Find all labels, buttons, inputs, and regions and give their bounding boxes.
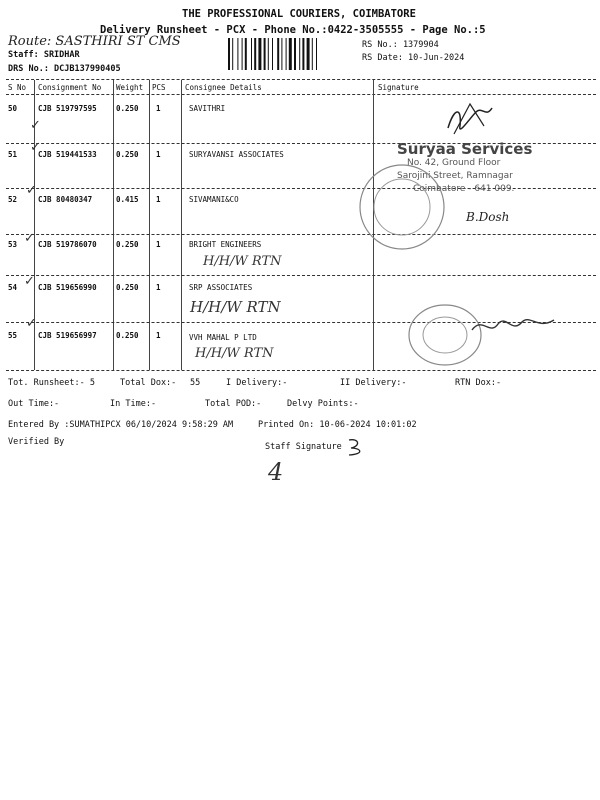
signature-mark <box>468 310 558 340</box>
table-header-rule <box>6 94 596 95</box>
row-consignment: CJB 519786070 <box>38 240 97 249</box>
printed-on: Printed On: 10-06-2024 10:01:02 <box>258 420 417 430</box>
stamp-signature: B.Dosh <box>466 210 510 224</box>
col-header-consignment: Consignment No <box>38 83 102 92</box>
total-dox-value: 55 <box>190 378 201 388</box>
row-weight: 0.250 <box>116 283 139 292</box>
row-pcs: 1 <box>156 240 161 249</box>
route-label: Route: SASTHIRI ST CMS <box>8 34 181 49</box>
stamp-name: Suryaa Services <box>397 140 533 158</box>
round-seal <box>355 160 450 255</box>
in-time: In Time:- <box>110 399 157 409</box>
stamp-line-2: Sarojini Street, Ramnagar <box>397 171 513 181</box>
row-pcs: 1 <box>156 150 161 159</box>
ii-delivery: II Delivery:- <box>340 378 407 388</box>
stamp-line-3: Coimbatore - 641 009. <box>413 184 515 194</box>
rs-number: RS No.: 1379904 <box>362 40 439 50</box>
row-rule <box>6 234 596 235</box>
runsheet-subtitle: Delivery Runsheet - PCX - Phone No.:0422-3505555 - Page No.:5 <box>100 24 486 36</box>
row-sno: 52 <box>8 195 18 204</box>
handwritten-page-number: 4 <box>268 458 284 486</box>
row-weight: 0.250 <box>116 150 139 159</box>
row-weight: 0.415 <box>116 195 139 204</box>
entered-by: Entered By :SUMATHIPCX 06/10/2024 9:58:29 AM <box>8 420 234 430</box>
row-consignee: BRIGHT ENGINEERS <box>189 240 262 249</box>
row-handwritten-note: H/H/W RTN <box>203 254 282 269</box>
rtn-dox: RTN Dox:- <box>455 378 502 388</box>
verified-by: Verified By <box>8 437 65 447</box>
rs-date: RS Date: 10-Jun-2024 <box>362 53 465 63</box>
drs-number: DRS No.: DCJB137990405 <box>8 64 121 74</box>
col-divider <box>181 80 182 370</box>
signature-mark <box>345 436 370 458</box>
total-runsheet: Tot. Runsheet:- 5 <box>8 378 95 388</box>
out-time: Out Time:- <box>8 399 60 409</box>
row-consignment: CJB 519656997 <box>38 331 97 340</box>
row-weight: 0.250 <box>116 331 139 340</box>
delvy-points: Delvy Points:- <box>287 399 359 409</box>
total-pod: Total POD:- <box>205 399 262 409</box>
i-delivery: I Delivery:- <box>226 378 288 388</box>
row-pcs: 1 <box>156 195 161 204</box>
checkmark-icon: ✓ <box>26 183 37 198</box>
col-header-sno: S No <box>8 83 27 92</box>
company-title: THE PROFESSIONAL COURIERS, COIMBATORE <box>182 8 416 20</box>
row-sno: 53 <box>8 240 18 249</box>
row-handwritten-note: H/H/W RTN <box>190 298 281 316</box>
row-handwritten-note: H/H/W RTN <box>195 346 274 361</box>
row-pcs: 1 <box>156 104 161 113</box>
col-divider <box>113 80 114 370</box>
row-pcs: 1 <box>156 331 161 340</box>
row-consignment: CJB 519656990 <box>38 283 97 292</box>
row-consignment: CJB 519797595 <box>38 104 97 113</box>
row-consignment: CJB 519441533 <box>38 150 97 159</box>
row-consignment: CJB 80480347 <box>38 195 93 204</box>
signature-mark <box>440 98 510 143</box>
row-sno: 54 <box>8 283 18 292</box>
col-divider <box>149 80 150 370</box>
col-header-consignee: Consignee Details <box>185 83 262 92</box>
checkmark-icon: ✓ <box>24 274 35 289</box>
row-consignee: SRP ASSOCIATES <box>189 283 253 292</box>
row-consignee: SAVITHRI <box>189 104 226 113</box>
row-rule <box>6 275 596 276</box>
row-consignee: VVH MAHAL P LTD <box>189 333 257 342</box>
row-weight: 0.250 <box>116 240 139 249</box>
row-sno: 55 <box>8 331 18 340</box>
checkmark-icon: ✓ <box>30 118 41 133</box>
row-sno: 51 <box>8 150 18 159</box>
table-bottom-rule <box>6 370 596 371</box>
total-dox-label: Total Dox:- <box>120 378 177 388</box>
row-sno: 50 <box>8 104 18 113</box>
barcode <box>228 38 358 70</box>
staff-signature-label: Staff Signature <box>265 442 342 452</box>
checkmark-icon: ✓ <box>26 316 37 331</box>
col-header-pcs: PCS <box>152 83 166 92</box>
staff-label: Staff: SRIDHAR <box>8 50 80 60</box>
col-header-signature: Signature <box>378 83 419 92</box>
row-pcs: 1 <box>156 283 161 292</box>
checkmark-icon: ✓ <box>30 140 41 155</box>
row-consignee: SIVAMANI&CO <box>189 195 239 204</box>
row-consignee: SURYAVANSI ASSOCIATES <box>189 150 284 159</box>
row-weight: 0.250 <box>116 104 139 113</box>
checkmark-icon: ✓ <box>24 231 35 246</box>
table-top-rule <box>6 79 596 80</box>
col-header-weight: Weight <box>116 83 144 92</box>
stamp-line-1: No. 42, Ground Floor <box>407 158 501 168</box>
